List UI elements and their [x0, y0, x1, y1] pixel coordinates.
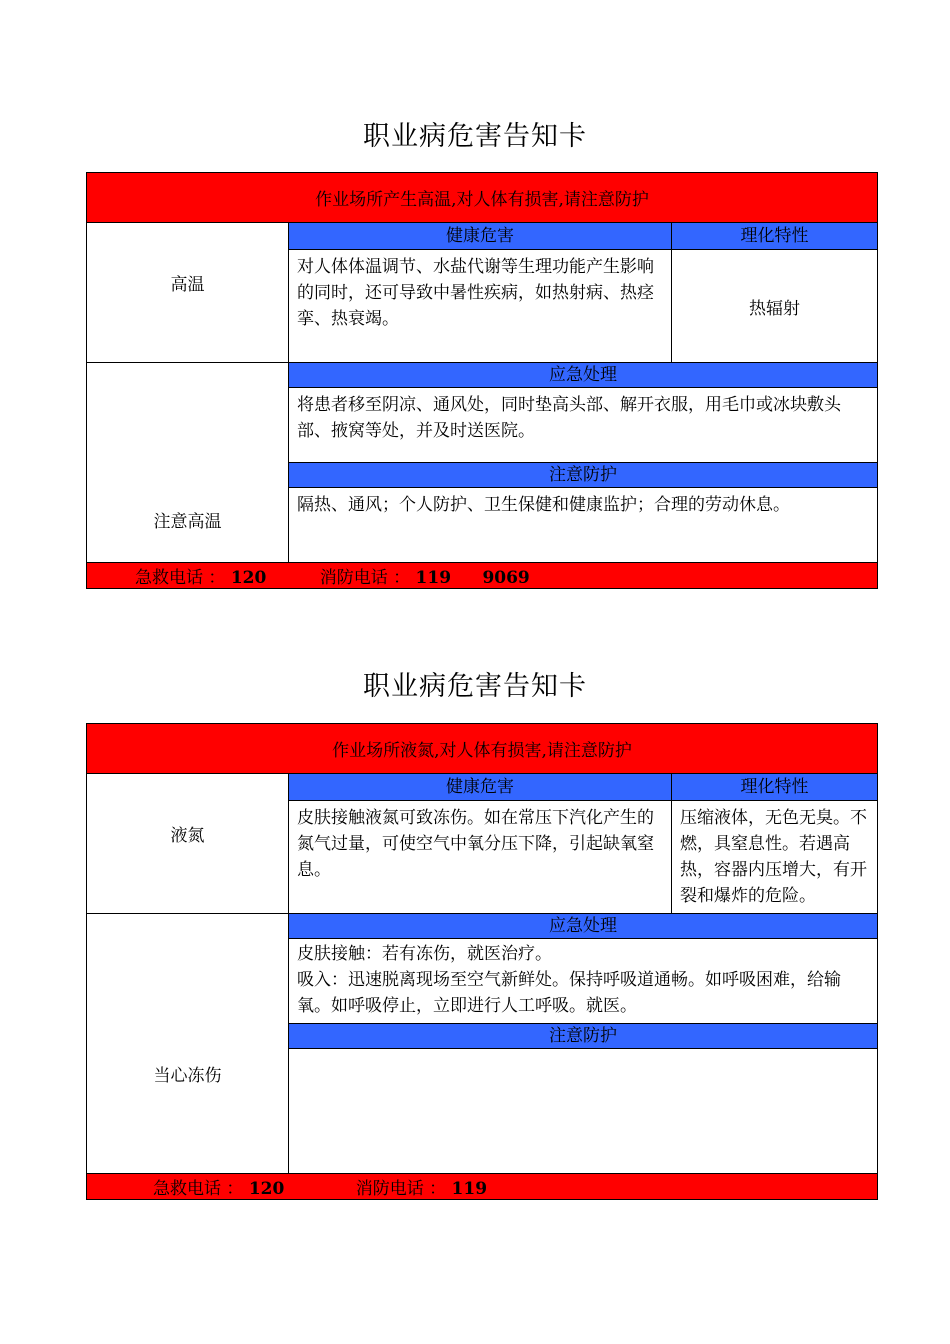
card-1-extra-number: 9069	[482, 568, 530, 588]
card-2-physchem-header: 理化特性	[672, 774, 878, 801]
card-2-footer	[87, 1174, 878, 1200]
card-2-emergency-line-2: 吸入：迅速脱离现场至空气新鲜处。保持呼吸道通畅。如呼吸困难，给输氧。如呼吸停止，立即进行人工呼吸。就医。	[297, 970, 841, 1016]
card-2-first-aid-number: 120	[248, 1179, 285, 1199]
card-1-title: 职业病危害告知卡	[363, 121, 587, 152]
card-1-emergency-text: 将患者移至阴凉、通风处，同时垫高头部、解开衣服，用毛巾或冰块敷头部、掖窝等处，并及时送医院。	[289, 388, 878, 463]
card-1-first-aid-number: 120	[230, 568, 267, 588]
card-2-first-aid-label: 急救电话 ：	[153, 1179, 244, 1199]
card-2-banner: 作业场所液氮,对人体有损害,请注意防护	[87, 724, 878, 774]
card-1-health-hazard-header: 健康危害	[289, 223, 672, 250]
card-1-first-aid-label: 急救电话 ：	[135, 568, 226, 588]
card-2-hazard-name: 液氮	[87, 774, 289, 914]
card-2-physchem-text: 压缩液体，无色无臭。不燃，具窒息性。若遇高热，容器内压增大，有开裂和爆炸的危险。	[672, 801, 878, 914]
card-2-protection-header: 注意防护	[289, 1024, 878, 1049]
card-2-warning-label: 当心冻伤	[87, 914, 289, 1174]
card-1-hazard-name: 高温	[87, 223, 289, 363]
card-2	[86, 723, 878, 1200]
card-2-emergency-header: 应急处理	[289, 914, 878, 939]
card-1-fire-label: 消防电话 ：	[319, 568, 411, 588]
card-1-protection-header: 注意防护	[289, 463, 878, 488]
card-1-footer	[87, 563, 878, 589]
card-2-emergency-line-1: 皮肤接触：若有冻伤，就医治疗。	[297, 944, 552, 964]
card-1	[86, 172, 878, 589]
card-1-fire-number: 119	[415, 568, 452, 588]
card-1-physchem-header: 理化特性	[672, 223, 878, 250]
card-1-health-hazard-text: 对人体体温调节、水盐代谢等生理功能产生影响的同时，还可导致中暑性疾病，如热射病、热痉挛、热衰竭。	[289, 250, 672, 363]
card-2-health-hazard-header: 健康危害	[289, 774, 672, 801]
card-2-health-hazard-text: 皮肤接触液氮可致冻伤。如在常压下汽化产生的氮气过量，可使空气中氧分压下降，引起缺氧窒息。	[289, 801, 672, 914]
card-1-emergency-header: 应急处理	[289, 363, 878, 388]
card-1-banner: 作业场所产生高温,对人体有损害,请注意防护	[87, 173, 878, 223]
card-1-physchem-text: 热辐射	[672, 250, 878, 363]
card-2-title: 职业病危害告知卡	[363, 671, 587, 702]
card-2-emergency-text	[289, 939, 878, 1024]
card-2-protection-text	[289, 1049, 878, 1174]
card-1-protection-text: 隔热、通风；个人防护、卫生保健和健康监护；合理的劳动休息。	[289, 488, 878, 563]
card-2-fire-number: 119	[451, 1179, 488, 1199]
card-2-fire-label: 消防电话 ：	[355, 1179, 447, 1199]
card-1-warning-label: 注意高温	[87, 363, 289, 563]
